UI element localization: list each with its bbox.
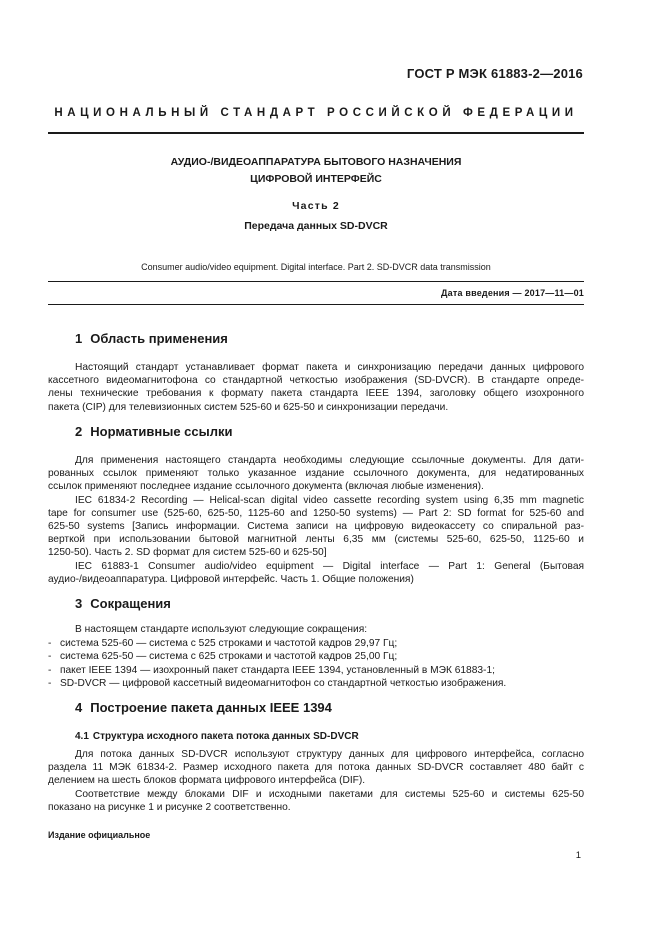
text-line: ссылок применяют последнее издание ссылочного документа (включая любые изменения).: [48, 481, 484, 493]
text-line: верткой при использовании бытовой магнитной ленты 6,35 мм (системы 525-60, 625-50, 1125-60 и: [48, 534, 584, 546]
list-item: - пакет IEEE 1394 — изохронный пакет стандарта IEEE 1394, установленный в МЭК 61883-1;: [48, 664, 495, 676]
section-2-heading: [75, 424, 232, 439]
subsection-title: Структура исходного пакета потока данных SD-DVCR: [92, 731, 359, 742]
section-number: 1: [75, 331, 83, 346]
text-line: 1250-50). Часть 2. SD формат для систем 525-60 и 625-50]: [48, 547, 327, 559]
official-edition-label: Издание официальное: [48, 830, 151, 840]
part-label: Часть 2: [292, 200, 340, 212]
section-2-paragraph-3: [48, 560, 584, 586]
intro-date: Дата введения — 2017—11—01: [441, 288, 584, 298]
subsection-number: 4.1: [75, 731, 89, 742]
title-line-1: АУДИО-/ВИДЕОАППАРАТУРА БЫТОВОГО НАЗНАЧЕНИЯ: [170, 156, 462, 168]
text-line: Соответствие между блоками DIF и исходными пакетами для системы 525-60 и системы 625-50: [75, 788, 584, 800]
section-title: Сокращения: [90, 596, 171, 611]
text-line: аудио-/видеоаппаратура. Цифровой интерфейс. Часть 1. Общие положения): [48, 573, 414, 585]
list-item: - SD-DVCR — цифровой кассетный видеомагнитофон со стандартной четкостью изображения.: [48, 678, 507, 690]
text-line: рованных ссылок применяют только указанное издание ссылочного документа, для недатированных: [48, 468, 584, 480]
text-line: делением на шесть блоков формата цифрового интерфейса (DIF).: [48, 775, 366, 787]
section-4-heading: [75, 700, 332, 715]
section-1-paragraph: [48, 361, 584, 414]
text-line: показано на рисунке 1 и рисунке 2 соответственно.: [48, 801, 291, 813]
section-title: Нормативные ссылки: [90, 424, 233, 439]
text-line: IEC 61883-1 Consumer audio/video equipment — Digital interface — Part 1: General (Бытовая: [75, 560, 584, 572]
subsection-4-1-paragraph-1: [48, 748, 584, 788]
header-rule: [48, 132, 584, 134]
section-number: 4: [75, 700, 83, 715]
text-line: Для потока данных SD-DVCR используют структуру данных для цифрового интерфейса, согласно: [75, 749, 584, 760]
section-3-heading: [75, 596, 171, 611]
text-line: раздела 11 МЭК 61834-2. Размер исходного пакета для потока данных SD-DVCR составляет 480 байт с: [48, 762, 584, 774]
english-title: Consumer audio/video equipment. Digital interface. Part 2. SD-DVCR data transmission: [141, 262, 491, 272]
text-line: tape for consumer use (525-60, 625-50, 1125-60 and 1250-50 systems) — Part 2: SD format for 525-60 and: [48, 507, 584, 519]
title-line-2: ЦИФРОВОЙ ИНТЕРФЕЙС: [250, 173, 382, 185]
subsection-4-1-heading: [75, 731, 359, 742]
date-rule: [48, 304, 584, 305]
text-line: 625-50 systems [Запись информации. Система записи на цифровую видеокассету со спиральной раз-: [48, 520, 584, 532]
section-2-paragraph-2: [48, 494, 584, 560]
section-number: 3: [75, 596, 83, 611]
text-line: В настоящем стандарте используют следующие сокращения:: [75, 624, 368, 635]
text-line: IEC 61834-2 Recording — Helical-scan digital video cassette recording system using 6,35 mm magnetic: [75, 494, 584, 506]
list-item: - система 525-60 — система с 525 строками и частотой кадров 29,97 Гц;: [48, 637, 398, 649]
section-title: Область применения: [90, 331, 228, 346]
text-line: Для применения настоящего стандарта необходимы следующие ссылочные документы. Для дати-: [75, 455, 584, 466]
page-number: 1: [575, 850, 581, 861]
title-rule: [48, 281, 584, 282]
section-number: 2: [75, 424, 83, 439]
section-2-paragraph-1: [48, 454, 584, 494]
text-line: Настоящий стандарт устанавливает формат пакета и синхронизацию передачи данных цифрового: [75, 362, 584, 373]
section-1-heading: [75, 331, 228, 346]
text-line: кассетного видеомагнитофона со стандартной четкостью изображения (SD-DVCR). В стандарте опреде-: [48, 375, 584, 387]
list-item: - система 625-50 — система с 625 строками и частотой кадров 25,00 Гц;: [48, 651, 398, 663]
section-3-intro: [48, 623, 584, 636]
subsection-4-1-paragraph-2: [48, 788, 584, 814]
abbreviations-list: [48, 637, 584, 691]
national-standard-banner: НАЦИОНАЛЬНЫЙ СТАНДАРТ РОССИЙСКОЙ ФЕДЕРАЦИИ: [54, 107, 578, 119]
subtitle: Передача данных SD-DVCR: [244, 220, 388, 232]
text-line: лены технические требования к формату пакета стандарта IEEE 1394, заголовку общего изохронного: [48, 388, 584, 400]
standard-id: ГОСТ Р МЭК 61883-2—2016: [406, 66, 583, 81]
text-line: пакета (CIP) для телевизионных систем 525-60 и 625-50 и синхронизации передачи.: [48, 401, 449, 413]
section-title: Построение пакета данных IEEE 1394: [90, 700, 332, 715]
